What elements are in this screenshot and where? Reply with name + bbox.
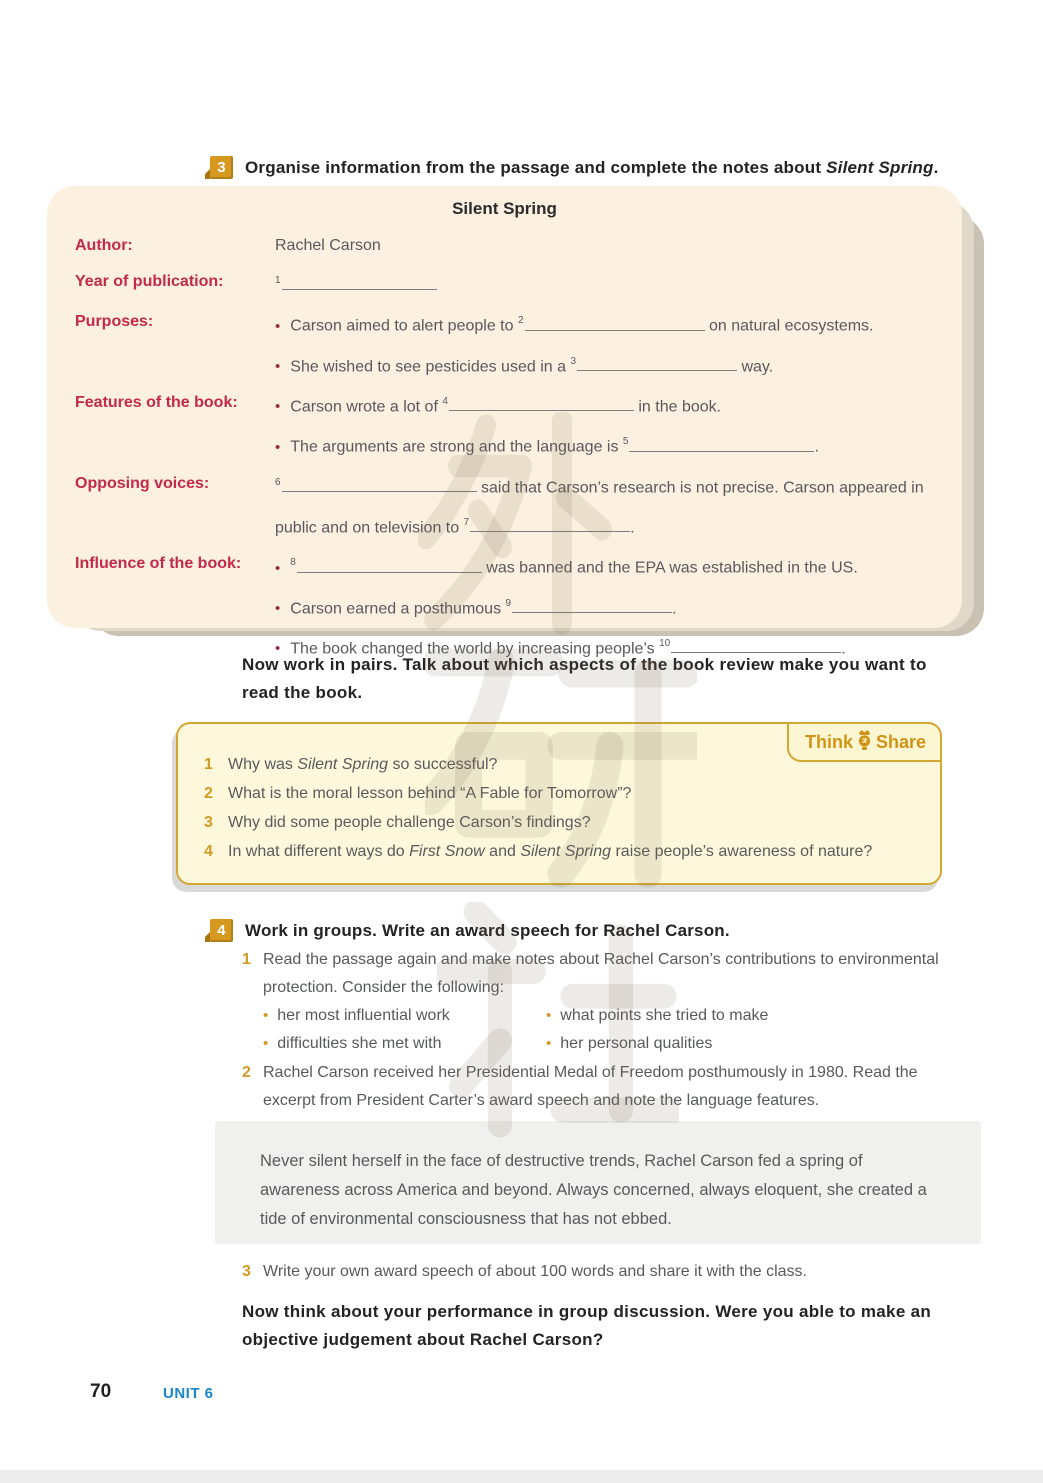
note-line — [275, 264, 934, 304]
step-3 — [242, 1258, 962, 1286]
text-run: so successful? — [388, 756, 498, 773]
text-run: In what different ways do — [228, 843, 410, 860]
text-run: way. — [737, 357, 774, 375]
text-run: Write your own award speech of about 100 words and share it with the class. — [263, 1263, 807, 1280]
page-bottom-edge — [0, 1470, 1043, 1483]
lightbulb-icon — [856, 729, 873, 756]
text-run: The arguments are strong and the language is — [290, 438, 623, 456]
note-line — [275, 385, 934, 425]
superscript-number: 1 — [275, 275, 281, 286]
superscript-number: 6 — [275, 476, 281, 488]
exercise4-heading — [210, 919, 970, 942]
text-run: was banned and the EPA was established in the US. — [481, 559, 858, 577]
note-row — [75, 466, 934, 547]
text-run: She wished to see pesticides used in a — [290, 357, 571, 375]
step-2-number: 2 — [242, 1064, 251, 1081]
superscript-number: 2 — [517, 315, 524, 327]
question-item — [204, 779, 922, 808]
text-run: in the book. — [633, 398, 722, 416]
note-label: Influence of the book: — [75, 555, 242, 573]
fill-in-blank-line[interactable] — [449, 397, 634, 411]
consider-bullet-item — [263, 1030, 546, 1058]
note-row — [75, 546, 934, 667]
superscript-number: 7 — [463, 516, 470, 528]
note-line — [275, 546, 934, 586]
notes-card-face — [47, 186, 962, 658]
note-label: Opposing voices: — [75, 474, 210, 492]
bullet-icon: • — [275, 438, 281, 456]
bullet-icon: • — [546, 1035, 552, 1052]
bullet-text: what points she tried to make — [560, 1007, 769, 1024]
award-speech-quote-box — [215, 1121, 981, 1244]
bullet-text: difficulties she met with — [277, 1035, 442, 1052]
consider-bullet-item — [263, 1002, 546, 1030]
question-number: 1 — [204, 756, 213, 773]
bullet-column-right — [546, 1002, 768, 1058]
note-row — [75, 385, 934, 466]
text-run: Work in groups. Write an award speech for Rachel Carson. — [245, 920, 730, 940]
text-run: . — [933, 157, 939, 177]
notes-rows — [75, 228, 934, 667]
note-content — [275, 304, 934, 385]
step-3-number: 3 — [242, 1263, 251, 1280]
question-number: 3 — [204, 814, 213, 831]
bullet-icon: • — [275, 559, 281, 577]
question-text — [228, 779, 631, 808]
text-run: . — [672, 599, 677, 617]
bullet-text: her most influential work — [277, 1007, 450, 1024]
notes-card-title: Silent Spring — [452, 199, 557, 218]
consider-bullet-item — [546, 1030, 768, 1058]
exercise4-heading-text — [245, 921, 730, 940]
note-row — [75, 304, 934, 385]
italic-text: First Snow — [409, 843, 485, 860]
page-number: 70 — [90, 1381, 112, 1402]
question-item — [204, 837, 922, 866]
bullet-column-left — [263, 1002, 546, 1058]
exercise4-number-badge: 4 — [210, 919, 233, 942]
step-1-bullet-columns — [263, 1002, 953, 1058]
note-label: Author: — [75, 237, 133, 254]
fill-in-blank-line[interactable] — [297, 559, 482, 573]
note-label: Year of publication: — [75, 273, 224, 290]
think-share-questions — [204, 750, 922, 866]
fill-in-blank-line[interactable] — [512, 599, 672, 613]
italic-text: Silent Spring — [520, 843, 612, 860]
italic-text: Silent Spring — [826, 157, 934, 177]
note-line — [275, 304, 934, 344]
think-share-box — [176, 722, 942, 885]
bullet-icon: • — [263, 1007, 269, 1024]
fill-in-blank-line[interactable] — [629, 438, 814, 452]
unit-label: UNIT 6 — [163, 1385, 214, 1402]
text-run: raise people’s awareness of nature? — [611, 843, 873, 860]
note-line — [275, 587, 934, 627]
bullet-icon: • — [275, 599, 281, 617]
step-1 — [242, 946, 954, 1002]
share-label: Share — [875, 731, 926, 752]
note-content — [275, 546, 934, 667]
reflection-instruction: Now think about your performance in group discussion. Were you able to make an objective judgement about Rachel Carson? — [242, 1302, 932, 1349]
fill-in-blank-line[interactable] — [282, 276, 437, 290]
think-label: Think — [804, 731, 853, 752]
note-line — [275, 345, 934, 385]
pair-work-instruction: Now work in pairs. Talk about which aspects of the book review make you want to read the book. — [242, 655, 927, 702]
text-run: Read the passage again and make notes about Rachel Carson’s contributions to environmental protection. Consider the following: — [263, 951, 939, 996]
note-line — [275, 425, 934, 465]
text-run: Rachel Carson received her Presidential Medal of Freedom posthumously in 1980. Read the excerpt from President Carter’s award speech and note the language features. — [263, 1064, 918, 1109]
text-run: . — [841, 640, 846, 658]
question-item — [204, 808, 922, 837]
text-run: The book changed the world by increasing people’s — [290, 640, 660, 658]
bullet-text: her personal qualities — [560, 1035, 713, 1052]
exercise3-number-badge: 3 — [210, 156, 233, 179]
text-run: What is the moral lesson behind “A Fable for Tomorrow”? — [228, 785, 632, 802]
superscript-number: 4 — [442, 395, 448, 407]
text-run: Why was — [228, 756, 298, 773]
question-text — [228, 808, 591, 837]
fill-in-blank-line[interactable] — [525, 317, 705, 331]
italic-text: Silent Spring — [297, 756, 389, 773]
step-2 — [242, 1059, 960, 1115]
bullet-icon: • — [546, 1007, 552, 1024]
fill-in-blank-line[interactable] — [470, 518, 630, 532]
text-run: Carson earned a posthumous — [290, 599, 506, 617]
text-run: Organise information from the passage and complete the notes about — [245, 157, 827, 177]
note-line — [275, 466, 934, 547]
note-label: Features of the book: — [75, 393, 238, 411]
question-number: 4 — [204, 843, 213, 860]
bullet-icon: • — [275, 357, 281, 375]
exercise3-heading-text — [245, 158, 939, 177]
text-run: . — [814, 438, 819, 456]
step-1-number: 1 — [242, 951, 251, 968]
note-label: Purposes: — [75, 313, 154, 331]
superscript-number: 3 — [570, 355, 576, 367]
step-2-text — [263, 1059, 960, 1115]
note-row — [75, 228, 934, 264]
text-run: on natural ecosystems. — [704, 317, 874, 335]
question-text — [228, 750, 497, 779]
step-3-text — [263, 1258, 807, 1286]
question-text — [228, 837, 872, 866]
award-speech-quote: Never silent herself in the face of destructive trends, Rachel Carson fed a spring of awareness across America and beyond. Always concerned, always eloquent, she created a tide of environmental consciousness that has not ebbed. — [260, 1152, 927, 1228]
text-run: and — [484, 843, 521, 860]
consider-bullet-item — [546, 1002, 768, 1030]
think-share-tab — [787, 722, 942, 762]
text-run: Rachel Carson — [275, 237, 381, 254]
note-line — [275, 228, 934, 264]
step-1-text — [263, 946, 954, 1002]
note-row — [75, 264, 934, 304]
superscript-number: 5 — [622, 436, 629, 448]
text-run: . — [630, 519, 635, 537]
notes-card — [47, 186, 962, 658]
text-run: said that Carson’s research is not precise. Carson appeared in public and on television to — [275, 478, 924, 537]
text-run: Carson wrote a lot of — [290, 398, 443, 416]
fill-in-blank-line[interactable] — [577, 357, 737, 371]
bullet-icon: • — [275, 317, 281, 335]
note-content — [275, 228, 934, 264]
text-run: Why did some people challenge Carson’s findings? — [228, 814, 591, 831]
superscript-number: 9 — [505, 597, 512, 609]
text-run: Carson aimed to alert people to — [290, 317, 518, 335]
superscript-number: 10 — [659, 637, 671, 649]
superscript-number: 8 — [290, 557, 296, 569]
question-number: 2 — [204, 785, 213, 802]
bullet-icon: • — [275, 398, 281, 416]
note-content — [275, 385, 934, 466]
exercise3-heading — [210, 156, 990, 179]
fill-in-blank-line[interactable] — [282, 478, 477, 492]
bullet-icon: • — [275, 640, 281, 658]
bullet-icon: • — [263, 1035, 269, 1052]
note-content — [275, 264, 934, 304]
note-content — [275, 466, 934, 547]
